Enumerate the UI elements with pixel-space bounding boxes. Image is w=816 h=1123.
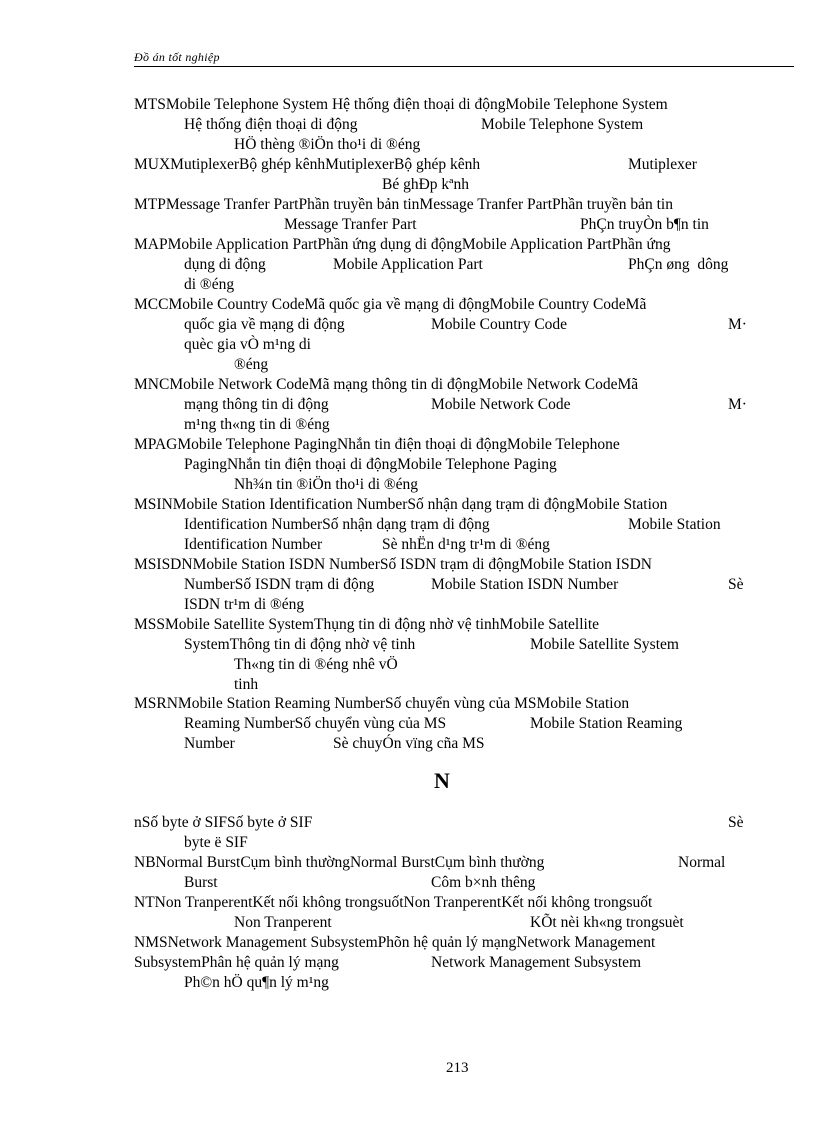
entry-line: ®éng	[234, 356, 269, 373]
entry-line: Sè chuyÓn vïng cña MS	[333, 735, 485, 752]
entry-line: MNCMobile Network CodeMã mạng thông tin di độngMobile Network CodeMã	[134, 376, 639, 393]
entry-line: Identification NumberSố nhận dạng trạm di động	[184, 516, 490, 533]
entry-line: MSINMobile Station Identification NumberSố nhận dạng trạm di độngMobile Station	[134, 496, 668, 513]
entry-line: dụng di động	[184, 256, 266, 273]
entry-line: Mutiplexer	[628, 156, 697, 173]
header-title: Đồ án tốt nghiệp	[134, 50, 220, 64]
entry-line: byte ë SIF	[184, 834, 248, 851]
entry-line: Hệ thống điện thoại di động	[184, 116, 358, 133]
entry-line: PhÇn truyÒn b¶n tin	[580, 216, 709, 233]
entry-line: Non Tranperent	[234, 914, 332, 931]
entry-line: quèc gia vÒ m¹ng di	[184, 336, 311, 353]
entry-line: Mobile Network Code	[431, 396, 571, 413]
entry-line: Mobile Station Reaming	[530, 715, 683, 732]
section-letter: N	[434, 768, 450, 793]
entry-line: Normal	[678, 854, 726, 871]
entry-line: NMSNetwork Management SubsystemPhõn hệ quản lý mạngNetwork Management	[134, 934, 656, 951]
entry-line: MTPMessage Tranfer PartPhần truyền bản tinMessage Tranfer PartPhần truyền bản tin	[134, 196, 673, 213]
entry-line: SystemThông tin di động nhờ vệ tinh	[184, 636, 416, 653]
entry-line: HÖ thèng ®iÖn tho¹i di ®éng	[234, 136, 421, 153]
entry-line: m¹ng th«ng tin di ®éng	[184, 416, 330, 433]
entry-line: PhÇn øng dông	[628, 256, 729, 273]
entry-line: di ®éng	[184, 276, 235, 293]
entry-line: Sè	[728, 814, 744, 831]
entry-line: MSRNMobile Station Reaming NumberSố chuyển vùng của MSMobile Station	[134, 695, 630, 712]
entry-line: Message Tranfer Part	[284, 216, 417, 233]
page-header	[134, 50, 794, 67]
entry-line: Mobile Country Code	[431, 316, 568, 333]
entry-line: mạng thông tin di động	[184, 396, 329, 413]
entry-line: MCCMobile Country CodeMã quốc gia về mạng di độngMobile Country CodeMã	[134, 296, 647, 313]
entry-line: Mobile Application Part	[333, 256, 483, 273]
entry-line: Reaming NumberSố chuyển vùng của MS	[184, 715, 447, 732]
entry-line: MSISDNMobile Station ISDN NumberSố ISDN trạm di độngMobile Station ISDN	[134, 556, 652, 573]
entry-line: Identification Number	[184, 536, 323, 553]
entry-line: MTSMobile Telephone System Hệ thống điện thoại di độngMobile Telephone System	[134, 96, 668, 113]
entry-line: NBNormal BurstCụm bình thườngNormal BurstCụm bình thường	[134, 854, 545, 871]
entry-line: NumberSố ISDN trạm di động	[184, 576, 375, 593]
entry-line: KÕt nèi kh«ng trongsuèt	[530, 914, 684, 931]
entry-line: Mobile Telephone System	[481, 116, 644, 133]
entry-line: NTNon TranperentKết nối không trongsuốtNon TranperentKết nối không trongsuốt	[134, 894, 653, 911]
entry-line: Bé ghÐp kªnh	[382, 176, 469, 193]
entry-line: Th«ng tin di ®éng nhê vÖ	[234, 656, 398, 673]
entry-line: MUXMutiplexerBộ ghép kênhMutiplexerBộ ghép kênh	[134, 156, 481, 173]
entry-line: MPAGMobile Telephone PagingNhắn tin điện thoại di độngMobile Telephone	[134, 436, 620, 453]
entry-line: Sè nhËn d¹ng tr¹m di ®éng	[382, 536, 550, 553]
entry-line: Burst	[184, 874, 218, 891]
page-number: 213	[446, 1060, 469, 1076]
entry-line: Sè	[728, 576, 744, 593]
entry-line: nSố byte ở SIFSố byte ở SIF	[134, 814, 313, 831]
entry-line: SubsystemPhân hệ quản lý mạng	[134, 954, 339, 971]
entry-line: Mobile Station ISDN Number	[431, 576, 619, 593]
entry-line: PagingNhắn tin điện thoại di độngMobile Telephone Paging	[184, 456, 557, 473]
entry-line: Côm b×nh thêng	[431, 874, 536, 891]
entry-line: M·	[728, 316, 747, 333]
entry-line: Network Management Subsystem	[431, 954, 642, 971]
entry-line: Ph©n hÖ qu¶n lý m¹ng	[184, 974, 329, 991]
entry-line: Mobile Station	[628, 516, 721, 533]
entry-line: tinh	[234, 676, 259, 693]
entry-line: ISDN tr¹m di ®éng	[184, 596, 305, 613]
entry-line: Mobile Satellite System	[530, 636, 679, 653]
entry-line: MSSMobile Satellite SystemThụng tin di động nhờ vệ tinhMobile Satellite	[134, 616, 599, 633]
entry-line: MAPMobile Application PartPhần ứng dụng di độngMobile Application PartPhần ứng	[134, 236, 671, 253]
entry-line: M·	[728, 396, 747, 413]
entry-line: Nh¾n tin ®iÖn tho¹i di ®éng	[234, 476, 419, 493]
entry-line: Number	[184, 735, 235, 752]
entry-line: quốc gia về mạng di động	[184, 316, 345, 333]
